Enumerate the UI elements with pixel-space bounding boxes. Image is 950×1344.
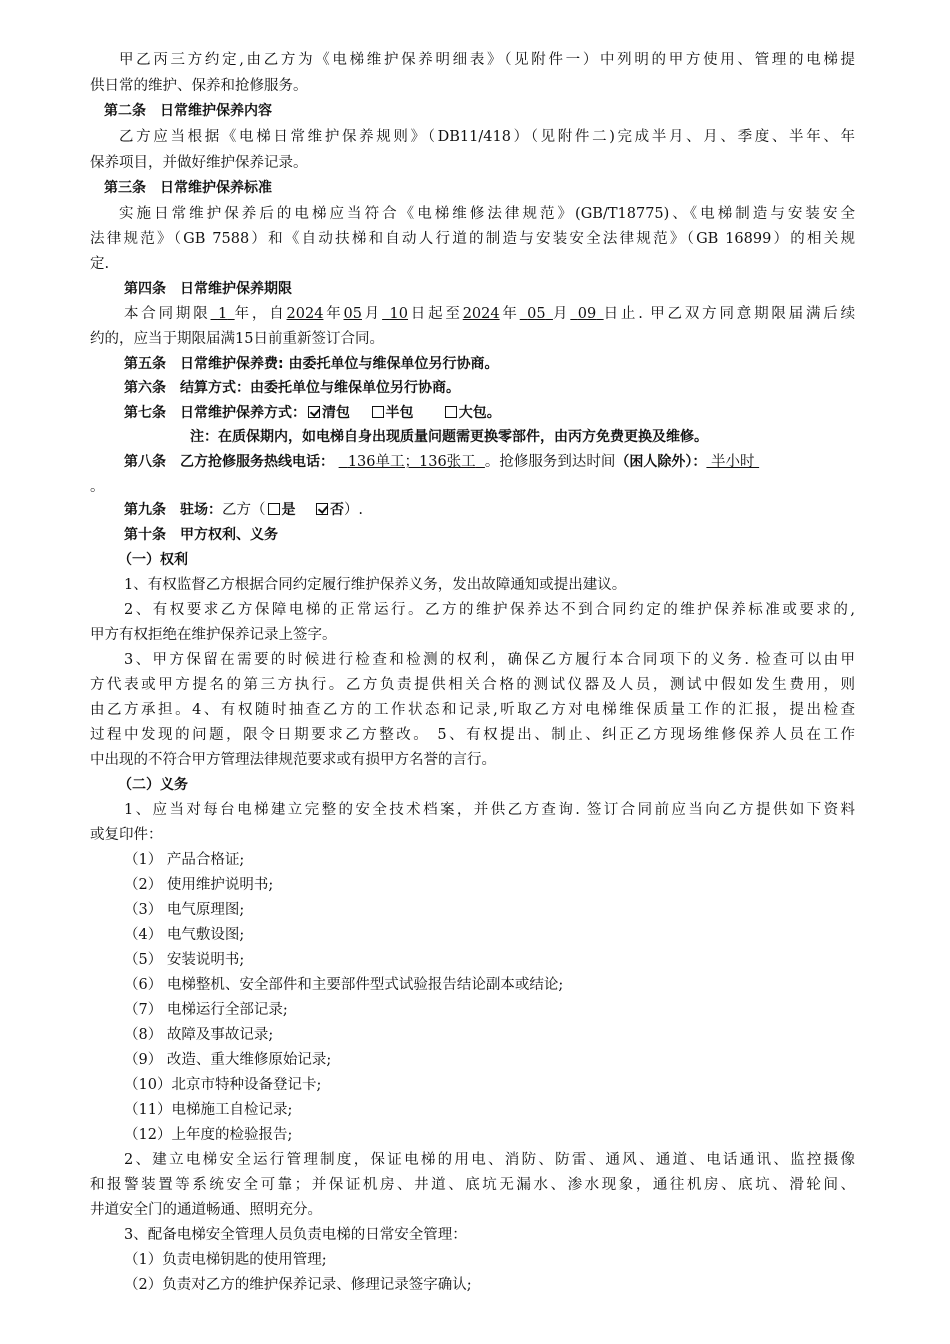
article-3-line-1: 实施日常维护保养后的电梯应当符合《电梯维修法律规范》(GB/T18775)、《电梯制造与安装安全: [119, 206, 855, 222]
end-month: 05: [527, 306, 546, 322]
list-item: （12）上年度的检验报告;: [124, 1127, 293, 1143]
list-item: （2）负责对乙方的维护保养记录、修理记录签字确认;: [124, 1277, 472, 1293]
list-item: （11）电梯施工自检记录;: [124, 1102, 293, 1118]
article-4-line-2: 约的，应当于期限届满15日前重新签订合同。: [90, 331, 384, 347]
article-8: 第八条 乙方抢修服务热线电话： 136单工；136张工 。抢修服务到达时间（困人除外）： 半小时: [124, 452, 855, 476]
section-rights-title: （一）权利: [118, 552, 188, 568]
end-day: 09: [577, 306, 597, 322]
list-item: （1） 产品合格证;: [124, 852, 245, 868]
article-7-note: 注：在质保期内，如电梯自身出现质量问题需更换零部件，由丙方免费更换及维修。: [190, 429, 708, 445]
checked-box-icon: [316, 503, 328, 515]
article-3-line-2: 法律规范》（GB 7588）和《自动扶梯和自动人行道的制造与安装安全法律规范》（GB 16899）的相关规: [90, 231, 855, 247]
option-big-package: 大包。: [458, 405, 501, 421]
unchecked-box-icon: [445, 406, 457, 418]
list-item: （8） 故障及事故记录;: [124, 1027, 274, 1043]
right-3-line-4: 过程中发现的问题，限令日期要求乙方整改。 5、有权提出、制止、纠正乙方现场维修保养人员在工作: [90, 727, 855, 743]
term-years: 1: [217, 306, 228, 322]
article-3-title: 第三条 日常维护保养标准: [104, 180, 272, 196]
duty-2-line-3: 井道安全门的通道畅通、照明充分。: [90, 1202, 322, 1218]
option-half-package: 半包: [385, 405, 414, 421]
right-3-line-1: 3、甲方保留在需要的时候进行检查和检测的权利，确保乙方履行本合同项下的义务. 检查可以由甲: [124, 652, 855, 668]
duty-2-line-2: 和报警装置等系统安全可靠；并保证机房、井道、底坑无漏水、渗水现象，通往机房、底坑、滑轮间、: [90, 1177, 855, 1193]
unchecked-box-icon: [268, 503, 280, 515]
hotline-value: 136单工；136张工: [347, 454, 476, 470]
list-item: （9） 改造、重大维修原始记录;: [124, 1052, 332, 1068]
end-year: 2024: [462, 306, 500, 322]
list-item: （4） 电气敷设图;: [124, 927, 245, 943]
list-item: （10）北京市特种设备登记卡;: [124, 1077, 322, 1093]
article-2-line-2: 保养项目，并做好维护保养记录。: [90, 155, 308, 171]
right-3-line-2: 方代表或甲方提名的第三方执行。乙方负责提供相关合格的测试仪器及人员，测试中假如发生费用，则: [90, 677, 855, 693]
right-2-line-1: 2、有权要求乙方保障电梯的正常运行。乙方的维护保养达不到合同约定的维护保养标准或要求的,: [124, 602, 855, 618]
list-item: （2） 使用维护说明书;: [124, 877, 274, 893]
list-item: （6） 电梯整机、安全部件和主要部件型式试验报告结论副本或结论;: [124, 977, 564, 993]
arrival-time-value: 半小时: [711, 454, 755, 470]
article-2-title: 第二条 日常维护保养内容: [104, 103, 272, 119]
duty-2-line-1: 2、建立电梯安全运行管理制度，保证电梯的用电、消防、防雷、通风、通道、电话通讯、监控摄像: [124, 1152, 855, 1168]
start-day: 10: [389, 306, 408, 322]
right-3-line-3: 由乙方承担。4、有权随时抽查乙方的工作状态和记录,听取乙方对电梯维保质量工作的汇报，提出检查: [90, 702, 855, 718]
article-9: 第九条 驻场：乙方（ 是 否）.: [124, 502, 364, 518]
right-1: 1、有权监督乙方根据合同约定履行维护保养义务，发出故障通知或提出建议。: [124, 577, 627, 593]
list-item: （3） 电气原理图;: [124, 902, 245, 918]
option-full-package: 清包: [322, 405, 350, 421]
duty-1-line-1: 1、应当对每台电梯建立完整的安全技术档案，并供乙方查询. 签订合同前应当向乙方提供如下资料: [124, 802, 855, 818]
article-7: 第七条 日常维护保养方式： 清包 半包 大包。: [124, 405, 501, 421]
right-2-line-2: 甲方有权拒绝在维护保养记录上签字。: [90, 627, 337, 643]
section-duties-title: （二）义务: [118, 777, 188, 793]
article-10-title: 第十条 甲方权利、义务: [124, 527, 278, 543]
start-month: 05: [343, 306, 362, 322]
list-item: （5） 安装说明书;: [124, 952, 245, 968]
article-4-title: 第四条 日常维护保养期限: [124, 281, 292, 297]
start-year: 2024: [286, 306, 324, 322]
list-item: （1）负责电梯钥匙的使用管理;: [124, 1252, 327, 1268]
intro-line-2: 供日常的维护、保养和抢修服务。: [90, 78, 308, 94]
right-3-line-5: 中出现的不符合甲方管理法律规范要求或有损甲方名誉的言行。: [90, 752, 496, 768]
article-3-line-3: 定.: [90, 256, 110, 272]
unchecked-box-icon: [372, 406, 384, 418]
article-8-tail: 。: [90, 479, 105, 495]
article-6: 第六条 结算方式：由委托单位与维保单位另行协商。: [124, 380, 460, 396]
article-2-line-1: 乙方应当根据《电梯日常维护保养规则》（DB11/418）（见附件二)完成半月、月、季度、半年、年: [119, 129, 855, 145]
checked-box-icon: [308, 406, 320, 418]
duty-1-line-2: 或复印件：: [90, 827, 163, 843]
article-5: 第五条 日常维护保养费: 由委托单位与维保单位另行协商。: [124, 356, 499, 372]
intro-line-1: 甲乙丙三方约定,由乙方为《电梯维护保养明细表》（见附件一）中列明的甲方使用、管理的电梯提: [119, 52, 855, 68]
list-item: （7） 电梯运行全部记录;: [124, 1002, 288, 1018]
article-4-line-1: 本合同期限 1 年，自2024年05月 10日起至2024年 05 月 09 日止. 甲乙双方同意期限届满后续: [124, 306, 855, 322]
duty-3: 3、配备电梯安全管理人员负责电梯的日常安全管理：: [124, 1227, 467, 1243]
